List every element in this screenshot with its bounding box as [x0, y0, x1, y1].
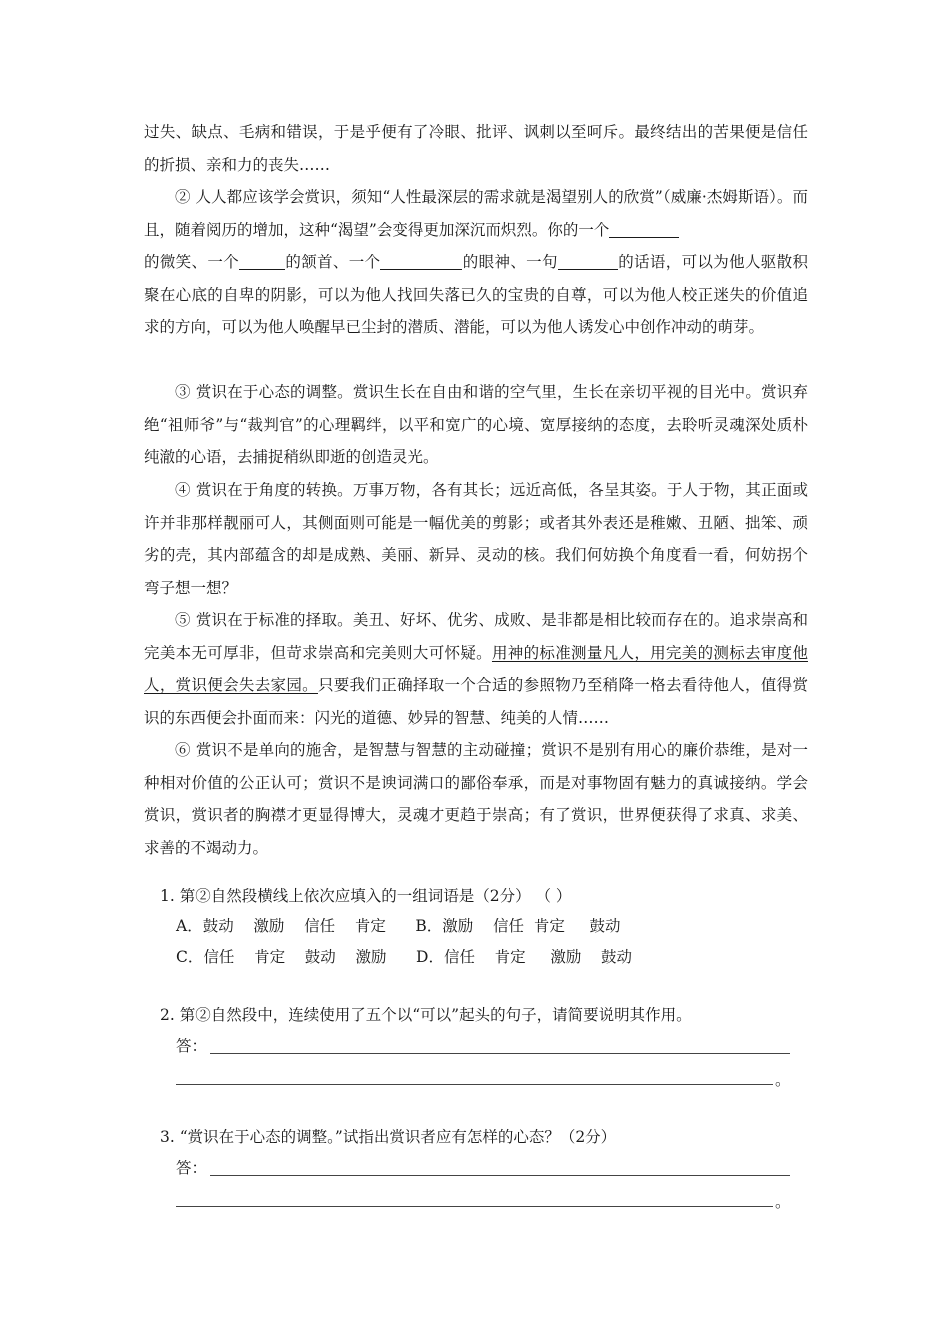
question-2-answer-line-2[interactable] — [176, 1084, 773, 1085]
fill-blank-1[interactable] — [609, 219, 679, 238]
paragraph-2-part-a: ② 人人都应该学会赏识，须知“人性最深层的需求就是渴望别人的欣赏”（威廉·杰姆斯语）。而且，随着阅历的增加，这种“渴望”会变得更加深沉而炽烈。你的一个 — [144, 188, 808, 239]
question-1: 1. 第②自然段横线上依次应填入的一组词语是（2分） （ ） — [160, 887, 572, 905]
paragraph-2 — [144, 181, 808, 344]
question-3-end-mark: 。 — [775, 1193, 791, 1211]
fill-blank-3[interactable] — [380, 251, 462, 270]
paragraph-2-part-e: 的话语，可以为他人驱散积聚在心底的自卑的阴影，可以为他人找回失落已久的宝贵的自尊，可以为他人校正迷失的价值追求的方向，可以为他人唤醒早已尘封的潜质、潜能，可以为他人诱发心中创作冲动的萌芽。 — [144, 253, 808, 336]
paragraph-4: ④ 赏识在于角度的转换。万事万物，各有其长；远近高低，各呈其姿。于人于物，其正面或许并非那样靓丽可人，其侧面则可能是一幅优美的剪影；或者其外表还是稚嫩、丑陋、拙笨、顽劣的壳，其内部蕴含的却是成熟、美丽、新异、灵动的核。我们何妨换个角度看一看，何妨拐个弯子想一想？ — [144, 481, 808, 597]
question-1-options-ab: A．鼓动 激励 信任 肯定 B．激励 信任 肯定 鼓动 — [176, 917, 621, 935]
underlined-sentence: 用神的标准测量凡人，用完美的测标去审度他人，赏识便会失去家园。 — [144, 643, 808, 694]
question-3-answer-line-2[interactable] — [176, 1206, 773, 1207]
question-3: 3. “赏识在于心态的调整。”试指出赏识者应有怎样的心态？（2分） — [160, 1128, 617, 1146]
question-3-answer-line-1[interactable] — [210, 1175, 790, 1176]
question-2-end-mark: 。 — [775, 1071, 791, 1089]
question-2: 2. 第②自然段中，连续使用了五个以“可以”起头的句子，请简要说明其作用。 — [160, 1006, 692, 1024]
paragraph-2-part-d: 的眼神、一句 — [462, 253, 558, 271]
paragraph-2-part-b: 的微笑、一个 — [144, 253, 240, 271]
paragraph-5-part-a: ⑤ 赏识在于标准的择取。美丑、好坏、优劣、成败、是非都是相比较而存在的。追求崇高和完美本无可厚非，但苛求崇高和完美则大可怀疑。 — [144, 611, 808, 662]
paragraph-3: ③ 赏识在于心态的调整。赏识生长在自由和谐的空气里，生长在亲切平视的目光中。赏识弃绝“祖师爷”与“裁判官”的心理羁绊，以平和宽广的心境、宽厚接纳的态度，去聆听灵魂深处质朴纯澈的心语，去捕捉稍纵即逝的创造灵光。 — [144, 383, 808, 466]
question-2-answer-label: 答： — [176, 1037, 208, 1055]
question-3-answer-label: 答： — [176, 1159, 208, 1177]
paragraph-5 — [144, 604, 808, 734]
paragraph-1-continuation: 过失、缺点、毛病和错误，于是乎便有了冷眼、批评、讽刺以至呵斥。最终结出的苦果便是信任的折损、亲和力的丧失…… — [144, 123, 808, 174]
paragraph-2-part-c: 的颔首、一个 — [285, 253, 381, 271]
question-1-options-cd: C．信任 肯定 鼓动 激励 D．信任 肯定 激励 鼓动 — [176, 948, 633, 966]
fill-blank-4[interactable] — [558, 251, 618, 270]
question-2-answer-line-1[interactable] — [210, 1053, 790, 1054]
paragraph-6: ⑥ 赏识不是单向的施舍，是智慧与智慧的主动碰撞；赏识不是别有用心的廉价恭维，是对一种相对价值的公正认可；赏识不是谀词满口的鄙俗奉承，而是对事物固有魅力的真诚接纳。学会赏识，赏识者的胸襟才更显得博大，灵魂才更趋于崇高；有了赏识，世界便获得了求真、求美、求善的不竭动力。 — [144, 741, 808, 857]
fill-blank-2[interactable] — [239, 251, 285, 270]
paragraph-5-part-b: 只要我们正确择取一个合适的参照物乃至稍降一格去看待他人，值得赏识的东西便会扑面而来：闪光的道德、妙异的智慧、纯美的人情…… — [144, 676, 808, 727]
